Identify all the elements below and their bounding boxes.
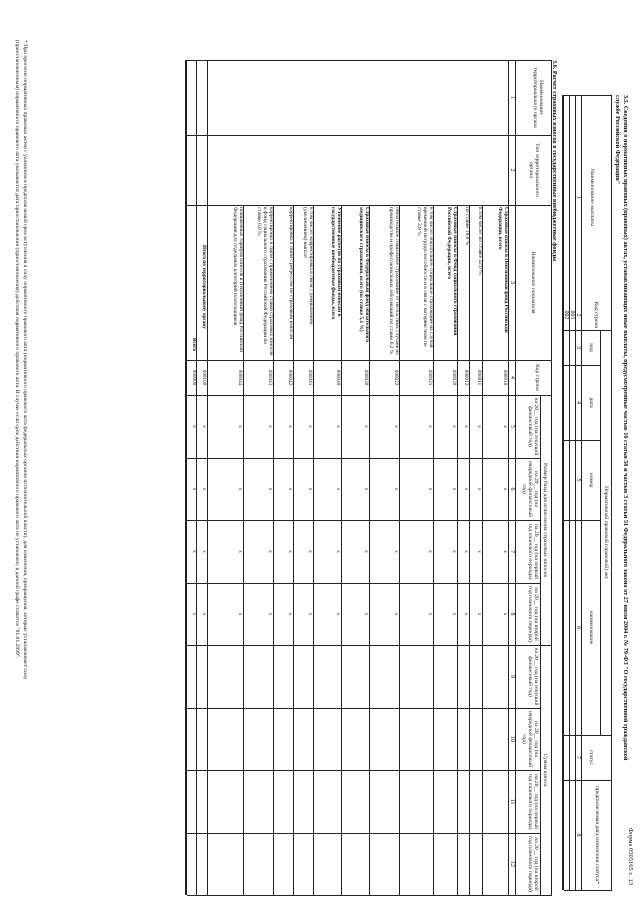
x-mark: x	[502, 550, 508, 553]
indicator-name: Страховые взносы в Пенсионный фонд Российской Федерации, всего	[497, 207, 509, 333]
col-number-8: 8	[575, 833, 581, 837]
indicator-name: обязательное социальное страхование от несчастных случаев на производстве и профессиональных заболеваний по ставке 0,2 %	[388, 207, 400, 355]
x-mark: x	[463, 612, 469, 616]
row-code: 000010	[502, 369, 508, 386]
header-period-p_current-base: на 20__ год (на текущий финансовый год)	[526, 397, 539, 456]
x-mark: x	[451, 487, 457, 491]
row-code: 000021	[427, 369, 433, 386]
row-code-002: 002	[563, 310, 569, 320]
row-code: 000022	[393, 369, 399, 386]
total-label: Итого по территориальному органу	[201, 245, 207, 329]
row-code: 000030	[363, 369, 369, 386]
col-number-4: 4	[509, 376, 515, 379]
header-act-number: номер	[588, 472, 594, 488]
x-mark: x	[463, 550, 469, 553]
indicator-name: в том числе: корректировка в связи с уменьшением (увеличением) выплат	[302, 207, 314, 325]
x-mark: x	[476, 425, 482, 428]
x-mark: x	[476, 487, 482, 491]
x-mark: x	[451, 550, 457, 553]
x-mark: x	[191, 612, 197, 616]
header-row-code: Код строки	[593, 301, 599, 329]
col-number-4: 4	[575, 401, 581, 404]
header-row-code: Код строки	[534, 364, 540, 391]
x-mark: x	[191, 550, 197, 553]
section-3-6-title: 3.6. Расчет страховых взносов в государственные внебюджетные фонды	[551, 60, 558, 262]
grand-total-label: Всего	[191, 338, 197, 351]
header-payment-name: Наименование выплаты	[589, 169, 595, 226]
col-number-2: 2	[575, 313, 581, 317]
x-mark: x	[335, 550, 341, 553]
x-mark: x	[267, 550, 273, 553]
header-legal-act: Нормативный правовой (правовой) акт	[603, 486, 609, 579]
col-number-6: 6	[509, 487, 515, 491]
col-number-1: 1	[575, 196, 581, 199]
grid-line	[551, 60, 552, 895]
col-number-12: 12	[509, 861, 515, 867]
x-mark: x	[476, 612, 482, 616]
x-mark: x	[502, 425, 508, 428]
row-code: 000011	[476, 369, 482, 386]
col-number-7: 7	[509, 550, 515, 553]
x-mark: x	[191, 487, 197, 491]
footnote-line1: * При прогнозе нормативных правовых актов с указанием в предполагаемой срок вступления в силу нормативного правового акта (нормативного правового акта федеральных органов исполнительной власти), для изменения, прекращения, которые устанавливает силу	[22, 40, 28, 680]
header-period-p_second-sum: на 20__ год (на второй год планового периода)	[526, 836, 539, 892]
footnote-line2: (приостановленным) нормативного правового акта указывается дата приостановления (приостановления) действия нормативного правового акта. В случае если срок действия нормативного правового акта не установлен, в данной графе ставится "01.01.2099".	[14, 40, 20, 659]
x-mark: x	[307, 425, 313, 428]
x-mark: x	[363, 612, 369, 616]
header-expected-date: предполагаемая дата изменения статуса*	[594, 786, 600, 884]
header-period-p_next-base: на 20__ год (на очередной финансовый год)	[520, 461, 539, 517]
col-number-6: 6	[575, 626, 581, 629]
x-mark: x	[502, 612, 508, 616]
x-mark: x	[427, 612, 433, 616]
row-code: 000041	[307, 369, 313, 386]
header-period-p_first-base: на 20__ год (на первый год планового периода)	[526, 523, 539, 580]
row-code: 000043	[267, 369, 273, 386]
total-code: 000100	[201, 369, 207, 386]
header-period-p_current-sum: на 20__ год (на текущий финансовый год)	[526, 647, 539, 706]
x-mark: x	[393, 612, 399, 616]
grid-line	[187, 135, 552, 136]
indicator-name: Уточнение расчетов по страховым взносам в государственные внебюджетные фонды, всего	[330, 207, 342, 320]
x-mark: x	[267, 612, 273, 616]
col-number-11: 11	[509, 798, 515, 805]
header-org-type: Тип территориального органа	[527, 143, 540, 197]
col-number-3: 3	[575, 346, 581, 349]
col-number-8: 8	[509, 612, 515, 616]
indicator-name: в том числе: по ставке 22,0 %	[477, 207, 483, 275]
x-mark: x	[463, 487, 469, 491]
row-code: 000012	[463, 369, 469, 386]
header-indicator: Наименование показателя	[530, 251, 536, 314]
x-mark: x	[502, 487, 508, 491]
indicator-name: по ставке 10,0 %	[464, 207, 470, 246]
grid-line	[187, 895, 552, 896]
x-mark: x	[237, 612, 243, 616]
grid-line	[187, 770, 541, 771]
x-mark: x	[201, 425, 207, 428]
header-period-p_first-sum: на 20__ год (на первый год планового периода)	[526, 773, 539, 830]
indicator-name: Страховые взносы в Фонд социального страхования Российской Федерации, всего	[446, 207, 458, 336]
x-mark: x	[393, 425, 399, 428]
x-mark: x	[451, 425, 457, 428]
header-act-status: статус	[588, 750, 594, 765]
x-mark: x	[427, 550, 433, 553]
x-mark: x	[287, 487, 293, 491]
x-mark: x	[427, 425, 433, 428]
row-code: 000042	[287, 369, 293, 386]
col-number-3: 3	[509, 281, 515, 284]
form-reference: Форма 0505165 с. 13	[627, 827, 634, 885]
x-mark: x	[335, 612, 341, 616]
grid-line	[187, 205, 552, 206]
col-number-1: 1	[509, 96, 515, 99]
col-number-2: 2	[509, 168, 515, 172]
x-mark: x	[393, 550, 399, 553]
row-code-001: 001	[569, 310, 575, 320]
row-code: 000044	[237, 369, 243, 386]
x-mark: x	[335, 425, 341, 428]
x-mark: x	[287, 612, 293, 616]
x-mark: x	[287, 425, 293, 428]
x-mark: x	[451, 612, 457, 616]
indicator-name: в том числе: обязательное социальное страхование на случай временной нетрудоспособности и в связи с материнством по ставке 2,9 %	[416, 207, 434, 348]
row-code: 000020	[451, 369, 457, 386]
x-mark: x	[307, 612, 313, 616]
x-mark: x	[307, 550, 313, 553]
indicator-name: пониженных тарифов взносов в Пенсионный фонд Российской Федерации для отдельных категорий плательщиков	[232, 207, 244, 353]
grid-line	[482, 205, 483, 895]
grid-line	[187, 645, 552, 646]
x-mark: x	[201, 612, 207, 616]
col-number-5: 5	[509, 425, 515, 428]
header-period-p_next-sum: на 20__ год (на очередной финансовый год)	[520, 711, 539, 767]
header-act-type: вид	[588, 343, 594, 352]
section-3-5-title-line2: службе Российской Федерации"	[614, 95, 621, 185]
row-code: 000040	[335, 369, 341, 386]
x-mark: x	[363, 425, 369, 428]
x-mark: x	[463, 425, 469, 428]
x-mark: x	[267, 487, 273, 491]
col-number-7: 7	[575, 756, 581, 759]
x-mark: x	[393, 487, 399, 491]
x-mark: x	[237, 425, 243, 428]
header-act-date: дата	[588, 397, 594, 408]
col-number-9: 9	[509, 675, 515, 678]
header-sum-group: Сумма взноса	[542, 753, 548, 787]
grid-line	[187, 833, 541, 834]
header-act-name: наименование	[588, 610, 594, 645]
grid-line	[187, 60, 552, 61]
col-number-10: 10	[509, 736, 515, 742]
grid-line	[187, 708, 541, 709]
header-period-p_second-base: на 20__ год (на второй год планового периода)	[526, 586, 539, 642]
x-mark: x	[191, 425, 197, 428]
col-number-5: 5	[575, 478, 581, 482]
x-mark: x	[476, 550, 482, 553]
x-mark: x	[237, 550, 243, 553]
x-mark: x	[201, 487, 207, 491]
header-base-group: Размер базы для исчисления страховых взносов	[542, 462, 548, 578]
indicator-name: корректировка в связи с применением ставки страховых взносов в фонд социального страхования Российской Федерации по ставке 0,0 %	[256, 207, 274, 356]
section-3-5-title-line1: 3.5. Сведения о нормативных правовых (правовых) актах, устанавливающих иные выплаты, предусмотренные частью 10 статьи 58 и частью 3 статьи 51 Федерального закона от 27 июля 2004 г. № 79-ФЗ "О государственной гражданской	[622, 95, 629, 761]
x-mark: x	[237, 487, 243, 491]
x-mark: x	[201, 550, 207, 553]
indicator-name: Страховые взносы в Федеральный фонд обязательного медицинского страхования, всего (по ставке 5,1 %)	[358, 207, 370, 342]
header-org-name: Наименование территориального органа	[531, 67, 544, 128]
x-mark: x	[267, 425, 273, 428]
grand-total-code: 900000	[191, 369, 197, 386]
indicator-name: корректировка в связи с регрессом по страховым взносам	[288, 207, 294, 340]
x-mark: x	[427, 487, 433, 491]
grid-line	[469, 205, 470, 895]
x-mark: x	[335, 487, 341, 491]
x-mark: x	[307, 487, 313, 491]
x-mark: x	[363, 550, 369, 553]
x-mark: x	[363, 487, 369, 491]
x-mark: x	[287, 550, 293, 553]
